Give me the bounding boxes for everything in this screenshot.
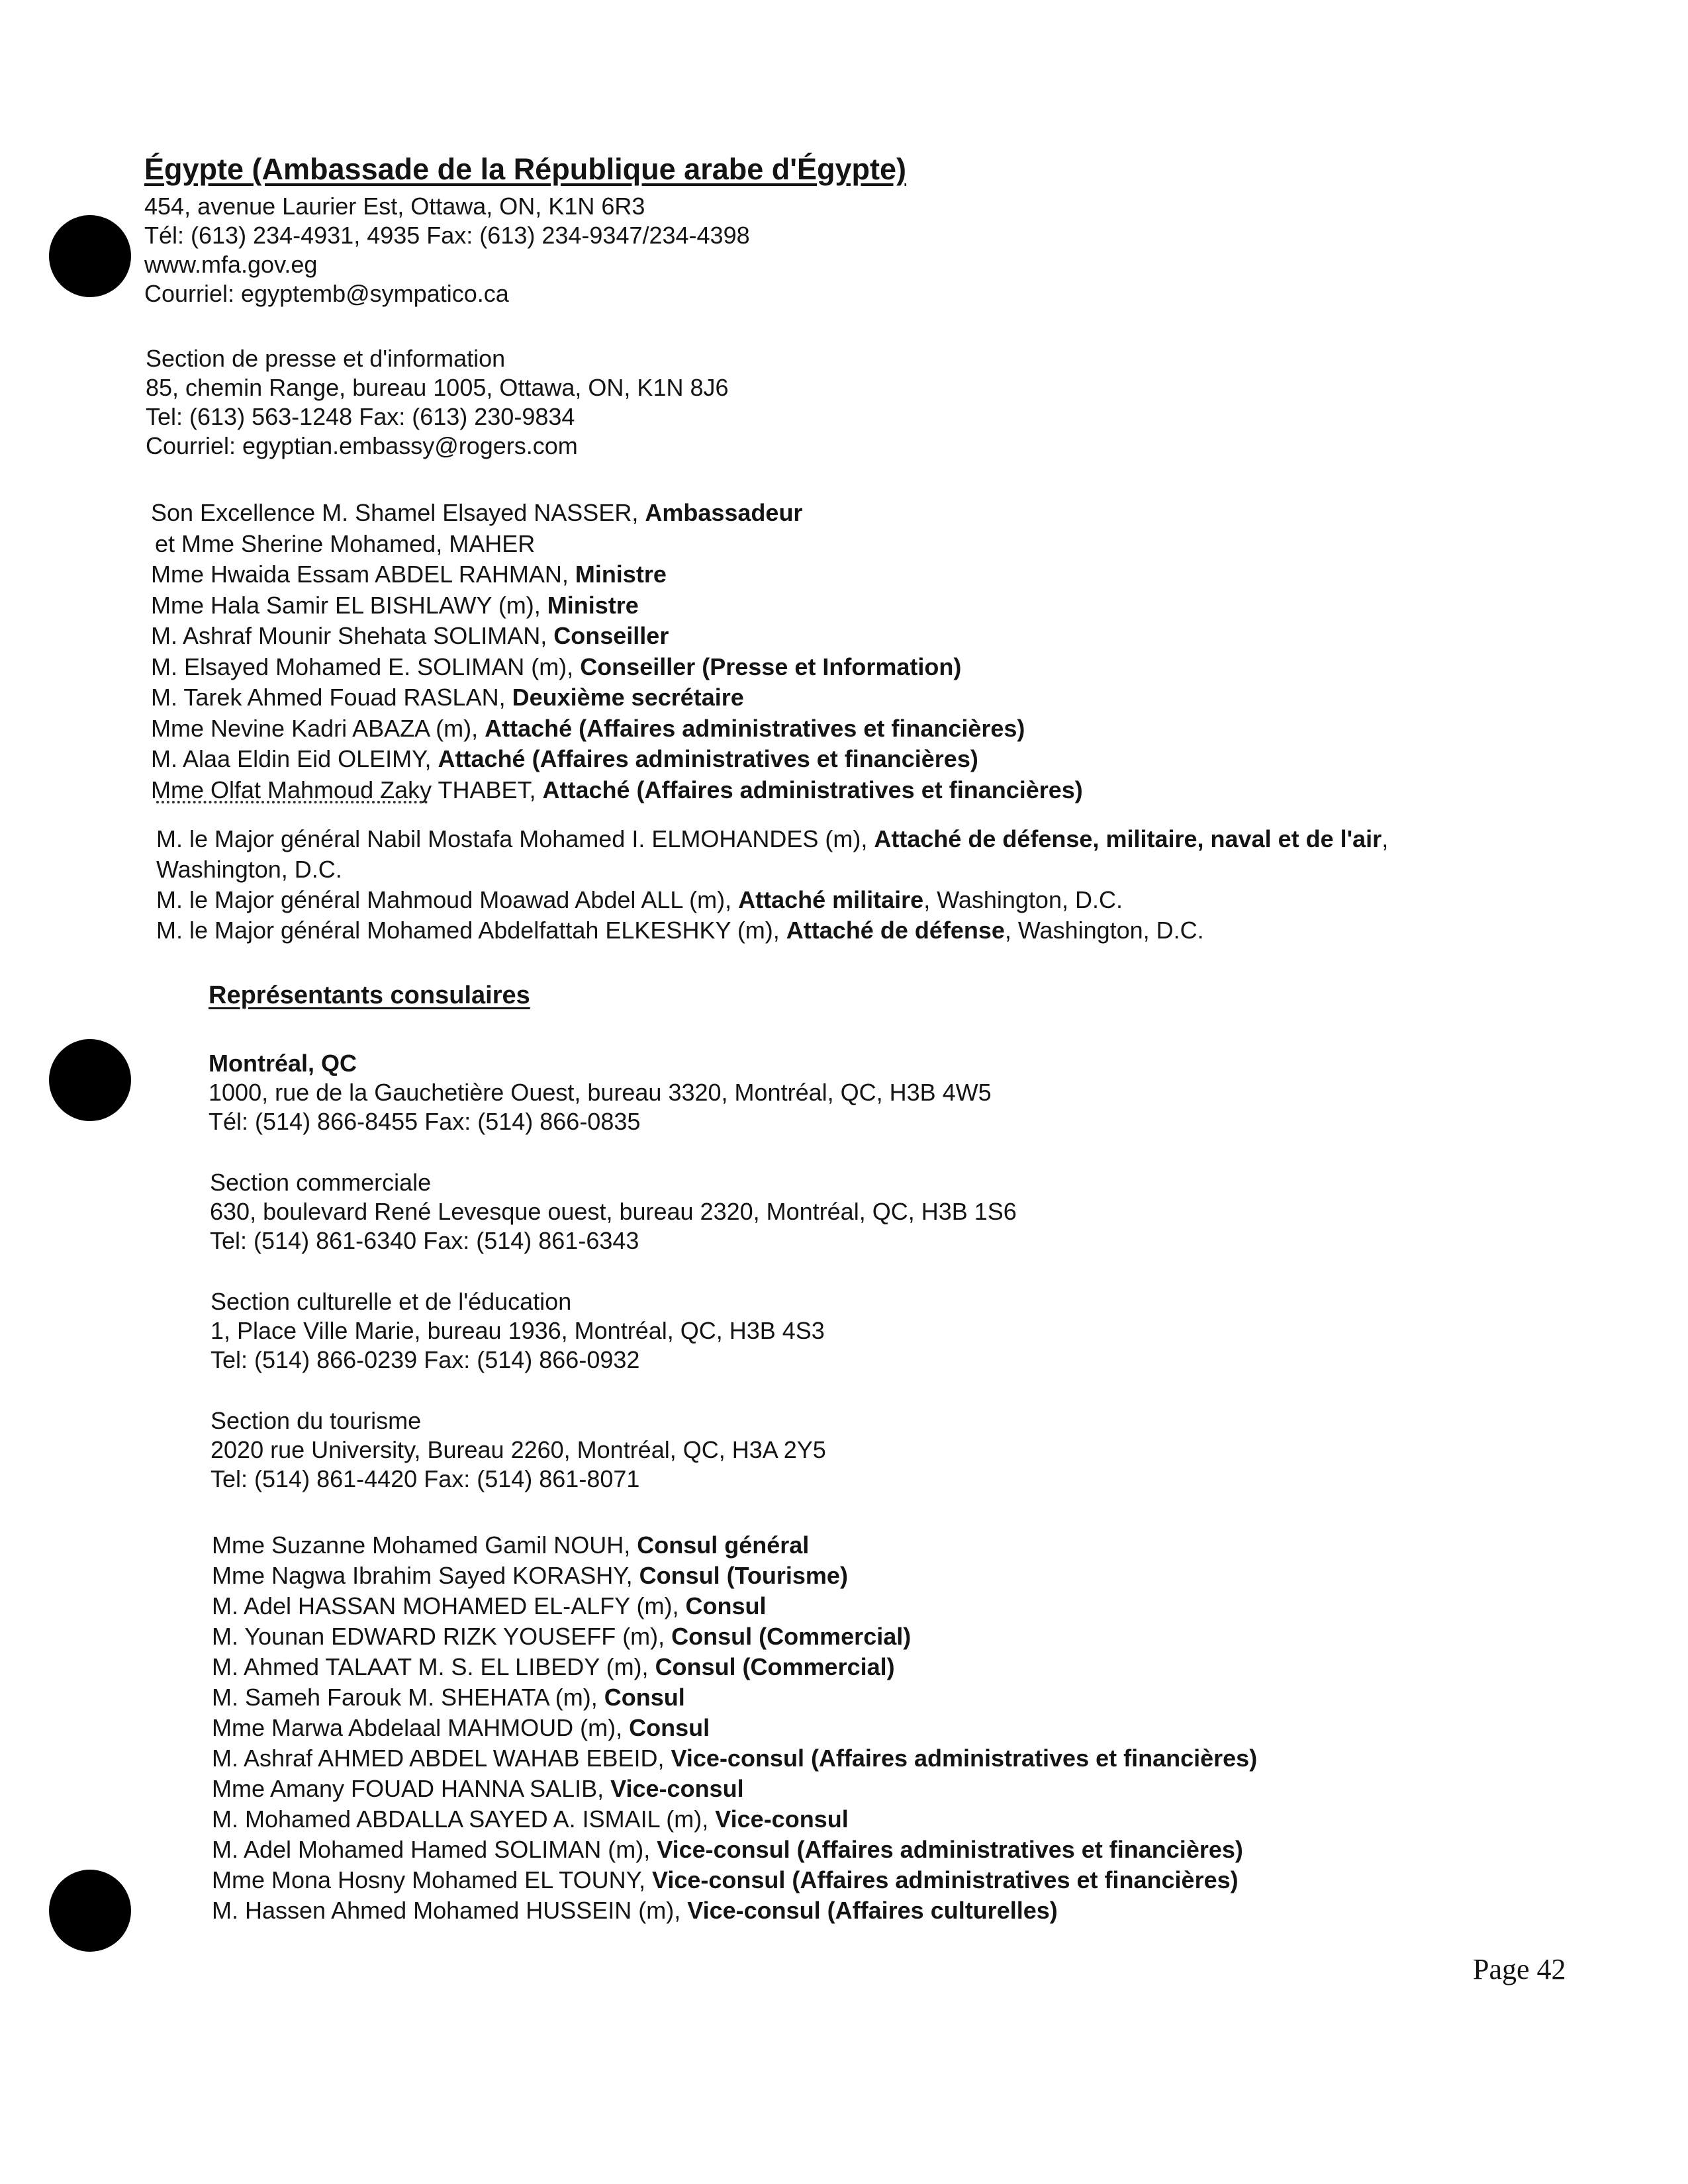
punch-hole	[49, 1039, 131, 1121]
consular-heading: Représentants consulaires	[209, 981, 530, 1009]
staff-entry	[151, 652, 1083, 683]
consul-title: Vice-consul	[610, 1775, 744, 1802]
montreal-consulate-block	[209, 1049, 992, 1136]
consul-name: M. Mohamed ABDALLA SAYED A. ISMAIL (m),	[212, 1805, 716, 1833]
staff-name: M. Alaa Eldin Eid OLEIMY,	[151, 745, 438, 772]
consul-entry	[212, 1804, 1257, 1835]
defense-name: M. le Major général Nabil Mostafa Mohamed I. ELMOHANDES (m),	[156, 825, 874, 852]
embassy-title: Égypte (Ambassade de la République arabe d'Égypte)	[144, 152, 906, 186]
commercial-section-address: 630, boulevard René Levesque ouest, bureau 2320, Montréal, QC, H3B 1S6	[210, 1198, 1017, 1225]
consul-entry	[212, 1713, 1257, 1743]
staff-name: M. Elsayed Mohamed E. SOLIMAN (m),	[151, 653, 581, 680]
consul-entry	[212, 1591, 1257, 1621]
consul-name: Mme Mona Hosny Mohamed EL TOUNY,	[212, 1866, 652, 1893]
consul-entry	[212, 1865, 1257, 1895]
staff-name: Mme Hwaida Essam ABDEL RAHMAN,	[151, 561, 575, 588]
embassy-phone-fax: Tél: (613) 234-4931, 4935 Fax: (613) 234-9347/234-4398	[144, 222, 750, 249]
staff-name: Mme Nevine Kadri ABAZA (m),	[151, 714, 485, 742]
defense-title: Attaché de défense, militaire, naval et de l'air	[874, 825, 1382, 852]
consul-entry	[212, 1561, 1257, 1591]
staff-title: Deuxième secrétaire	[512, 684, 744, 711]
staff-title: Conseiller (Presse et Information)	[580, 653, 962, 680]
consul-entry	[212, 1835, 1257, 1865]
consul-name: M. Hassen Ahmed Mohamed HUSSEIN (m),	[212, 1897, 688, 1924]
consul-name: M. Younan EDWARD RIZK YOUSEFF (m),	[212, 1623, 672, 1650]
embassy-contact-block	[144, 192, 750, 308]
staff-name: Mme Hala Samir EL BISHLAWY (m),	[151, 591, 547, 619]
consul-name: M. Adel Mohamed Hamed SOLIMAN (m),	[212, 1836, 657, 1863]
consul-entry	[212, 1621, 1257, 1652]
staff-title: Conseiller	[553, 622, 669, 649]
consul-name: M. Ahmed TALAAT M. S. EL LIBEDY (m),	[212, 1653, 655, 1680]
cultural-section-phone-fax: Tel: (514) 866-0239 Fax: (514) 866-0932	[211, 1346, 640, 1373]
consul-name: M. Ashraf AHMED ABDEL WAHAB EBEID,	[212, 1745, 671, 1772]
staff-entry	[151, 713, 1083, 745]
press-section-block	[146, 344, 729, 461]
consul-title: Vice-consul (Affaires culturelles)	[687, 1897, 1058, 1924]
staff-name: M. Tarek Ahmed Fouad RASLAN,	[151, 684, 512, 711]
embassy-website-link[interactable]: www.mfa.gov.eg	[144, 251, 318, 278]
consul-title: Vice-consul (Affaires administratives et financières)	[671, 1745, 1258, 1772]
press-section-address: 85, chemin Range, bureau 1005, Ottawa, ON, K1N 8J6	[146, 374, 729, 401]
consul-name: Mme Suzanne Mohamed Gamil NOUH,	[212, 1531, 637, 1559]
defense-entry	[156, 885, 1388, 915]
embassy-staff-list	[151, 498, 1083, 805]
defense-entry	[156, 915, 1388, 946]
consul-name: M. Sameh Farouk M. SHEHATA (m),	[212, 1684, 604, 1711]
defense-suffix: ,	[1382, 825, 1389, 852]
montreal-phone-fax: Tél: (514) 866-8455 Fax: (514) 866-0835	[209, 1108, 641, 1135]
staff-entry	[151, 529, 1083, 560]
consuls-list	[212, 1530, 1257, 1926]
press-section-name: Section de presse et d'information	[146, 345, 506, 372]
consul-entry	[212, 1530, 1257, 1561]
consul-entry	[212, 1743, 1257, 1774]
cultural-section-name: Section culturelle et de l'éducation	[211, 1288, 572, 1315]
staff-entry	[151, 590, 1083, 621]
commercial-section-phone-fax: Tel: (514) 861-6340 Fax: (514) 861-6343	[210, 1227, 639, 1254]
montreal-city: Montréal, QC	[209, 1050, 357, 1077]
defense-entry	[156, 854, 1388, 885]
consul-title: Consul	[604, 1684, 685, 1711]
consul-title: Consul général	[637, 1531, 810, 1559]
consul-name: Mme Nagwa Ibrahim Sayed KORASHY,	[212, 1562, 639, 1589]
consul-title: Consul (Commercial)	[655, 1653, 895, 1680]
defense-name: M. le Major général Mohamed Abdelfattah ELKESHKY (m),	[156, 917, 786, 944]
punch-hole	[49, 1870, 131, 1952]
tourism-section-block	[211, 1406, 826, 1494]
consul-title: Consul	[685, 1592, 767, 1619]
staff-title: Attaché (Affaires administratives et financières)	[542, 776, 1083, 803]
consul-entry	[212, 1774, 1257, 1804]
consul-title: Consul (Tourisme)	[639, 1562, 848, 1589]
embassy-email[interactable]: Courriel: egyptemb@sympatico.ca	[144, 280, 509, 307]
staff-name: Son Excellence M. Shamel Elsayed NASSER,	[151, 499, 645, 526]
staff-entry	[151, 621, 1083, 652]
consul-title: Vice-consul (Affaires administratives et financières)	[651, 1866, 1239, 1893]
consul-name: Mme Amany FOUAD HANNA SALIB,	[212, 1775, 611, 1802]
staff-name: et Mme Sherine Mohamed, MAHER	[155, 529, 536, 557]
staff-title: Ambassadeur	[645, 499, 803, 526]
consul-title: Consul	[629, 1714, 710, 1741]
staff-entry	[151, 498, 1083, 529]
staff-title: Ministre	[547, 591, 639, 619]
defense-entry	[156, 824, 1388, 854]
page-number: Page 42	[1473, 1953, 1566, 1985]
cultural-section-block	[211, 1287, 825, 1375]
commercial-section-block	[210, 1168, 1017, 1255]
dotted-separator	[156, 801, 428, 803]
embassy-address: 454, avenue Laurier Est, Ottawa, ON, K1N 6R3	[144, 193, 645, 220]
defense-title: Attaché de défense	[786, 917, 1005, 944]
cultural-section-address: 1, Place Ville Marie, bureau 1936, Montréal, QC, H3B 4S3	[211, 1317, 825, 1344]
staff-entry	[151, 682, 1083, 713]
staff-title: Attaché (Affaires administratives et financières)	[438, 745, 978, 772]
consul-name: M. Adel HASSAN MOHAMED EL-ALFY (m),	[212, 1592, 686, 1619]
defense-suffix: , Washington, D.C.	[923, 886, 1123, 913]
staff-entry	[151, 559, 1083, 590]
press-section-phone-fax: Tel: (613) 563-1248 Fax: (613) 230-9834	[146, 403, 575, 430]
commercial-section-name: Section commerciale	[210, 1169, 432, 1196]
defense-name: Washington, D.C.	[156, 856, 342, 883]
staff-name: Mme Olfat Mahmoud Zaky THABET,	[151, 776, 543, 803]
staff-entry	[151, 744, 1083, 775]
defense-staff-list	[156, 824, 1388, 946]
punch-hole	[49, 215, 131, 297]
defense-name: M. le Major général Mahmoud Moawad Abdel ALL (m),	[156, 886, 739, 913]
staff-title: Attaché (Affaires administratives et financières)	[485, 714, 1025, 742]
montreal-address: 1000, rue de la Gauchetière Ouest, bureau 3320, Montréal, QC, H3B 4W5	[209, 1079, 992, 1106]
consul-title: Vice-consul (Affaires administratives et financières)	[657, 1836, 1243, 1863]
defense-title: Attaché militaire	[738, 886, 924, 913]
consul-title: Vice-consul	[715, 1805, 849, 1833]
consul-entry	[212, 1652, 1257, 1682]
consul-name: Mme Marwa Abdelaal MAHMOUD (m),	[212, 1714, 630, 1741]
defense-suffix: , Washington, D.C.	[1004, 917, 1204, 944]
tourism-section-phone-fax: Tel: (514) 861-4420 Fax: (514) 861-8071	[211, 1465, 640, 1492]
consul-title: Consul (Commercial)	[671, 1623, 912, 1650]
staff-title: Ministre	[575, 561, 667, 588]
staff-name: M. Ashraf Mounir Shehata SOLIMAN,	[151, 622, 554, 649]
tourism-section-address: 2020 rue University, Bureau 2260, Montréal, QC, H3A 2Y5	[211, 1436, 826, 1463]
consul-entry	[212, 1682, 1257, 1713]
consul-entry	[212, 1895, 1257, 1926]
press-section-email[interactable]: Courriel: egyptian.embassy@rogers.com	[146, 432, 578, 459]
tourism-section-name: Section du tourisme	[211, 1407, 422, 1434]
